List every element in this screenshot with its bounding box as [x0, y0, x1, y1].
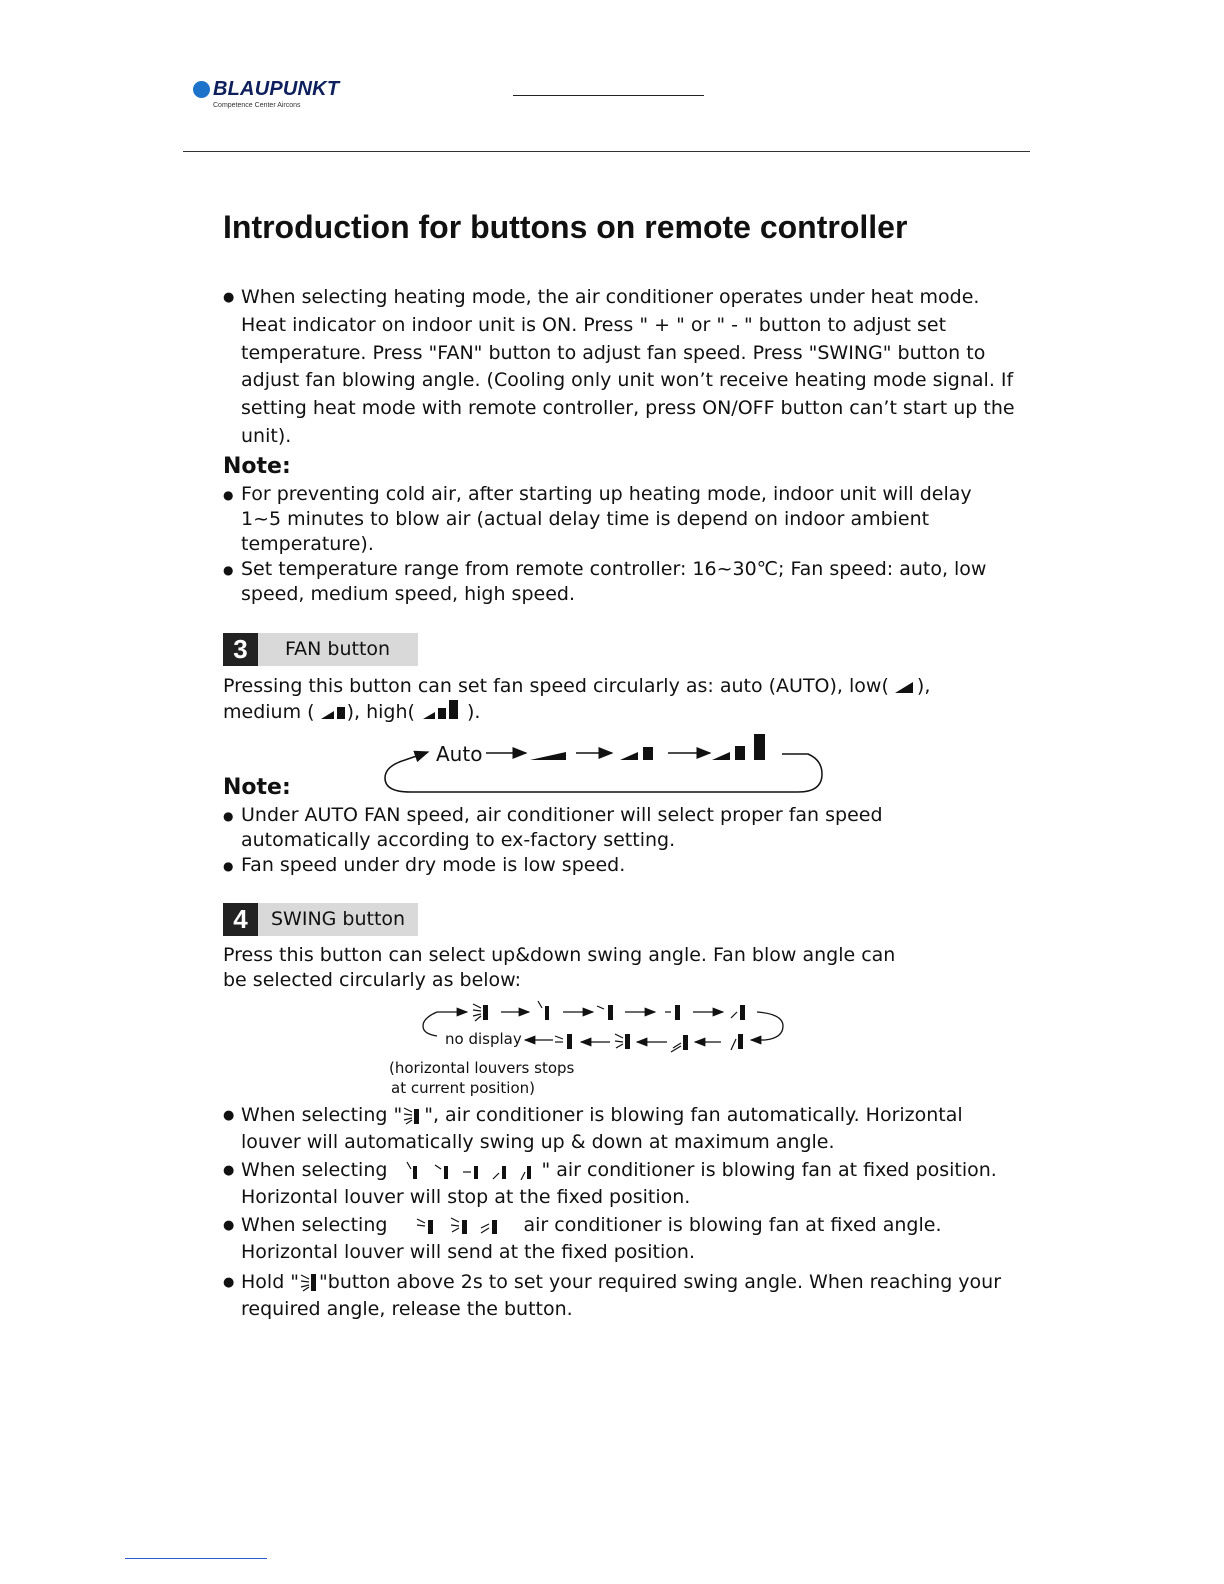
bullet-text: When selecting "	[241, 1104, 403, 1126]
swing-partial-icon	[615, 1034, 630, 1049]
list-item: ● For preventing cold air, after starting up heating mode, indoor unit will delay 1~5 minutes to blow air (actual delay time is depend on indoor ambient temperature).	[223, 482, 1013, 557]
list-item: ● Under AUTO FAN speed, air conditioner will select proper fan speed automatically according to ex-factory setting.	[223, 803, 1013, 853]
section-number: 4	[223, 903, 258, 936]
louver-note-line1: (horizontal louvers stops	[389, 1059, 575, 1077]
louver-position-icon	[538, 1001, 549, 1020]
note-list	[223, 482, 1013, 607]
fan-low-icon	[895, 679, 917, 693]
bullet-text: ", air conditioner is blowing fan automatically. Horizontal louver will automatically swing up & down at maximum angle.	[241, 1104, 963, 1153]
louver-note-line2: at current position)	[391, 1079, 535, 1097]
list-item: ● Set temperature range from remote controller: 16~30℃; Fan speed: auto, low speed, medium speed, high speed.	[223, 557, 1013, 607]
fan-high-icon	[712, 734, 765, 760]
bullet-text: air conditioner is blowing fan at fixed angle. Horizontal louver will send at the fixed position.	[241, 1214, 942, 1263]
louver-position-icon	[731, 1005, 745, 1020]
swing-auto-icon	[473, 1004, 488, 1021]
louver-position-icon	[731, 1034, 743, 1050]
note-heading: Note:	[223, 454, 291, 479]
fan-speed-cycle-diagram	[380, 730, 830, 798]
fan-note-heading: Note:	[223, 775, 291, 800]
brand-logo: BLAUPUNKT	[213, 78, 340, 100]
heat-mode-text: When selecting heating mode, the air conditioner operates under heat mode. Heat indicator on indoor unit is ON. Press " + " or " - " button to adjust set temperature. Press "FAN" button to adjust fan speed. Press "SWING" button to adjust fan blowing angle. (Cooling only unit won’t receive heating mode signal. If setting heat mode with remote controller, press ON/OFF button can’t start up the unit).	[241, 286, 1015, 447]
header-link-underline	[513, 95, 704, 96]
fan-desc-text: medium (	[223, 701, 315, 723]
no-display-label: no display	[445, 1030, 522, 1048]
brand-logo-dot	[193, 81, 210, 98]
fan-note-list	[223, 803, 1013, 878]
list-item	[223, 1102, 1013, 1156]
bullet-text: " air conditioner is blowing fan at fixed position. Horizontal louver will stop at the fixed position.	[241, 1159, 997, 1208]
louver-positions-icon	[393, 1160, 541, 1180]
page-title: Introduction for buttons on remote controller	[223, 209, 908, 245]
list-item	[223, 1212, 1013, 1266]
swing-partial-icons	[393, 1215, 523, 1235]
swing-partial-icon	[555, 1034, 572, 1049]
bullet-text: "button above 2s to set your required swing angle. When reaching your required angle, release the button.	[241, 1271, 1002, 1320]
list-item	[223, 1157, 1013, 1211]
swing-description: Press this button can select up&down swing angle. Fan blow angle can be selected circularly as below:	[223, 944, 896, 991]
fan-section-header	[223, 633, 418, 666]
swing-partial-icon	[671, 1035, 688, 1052]
fan-high-icon	[421, 699, 461, 719]
bullet-text: When selecting	[241, 1214, 388, 1236]
brand-tagline: Competence Center Aircons	[213, 102, 301, 109]
fan-medium-icon	[620, 747, 653, 760]
footer-link-underline	[125, 1558, 267, 1559]
fan-desc-text: ),	[916, 675, 931, 697]
fan-low-icon	[530, 752, 566, 760]
list-item: ● Fan speed under dry mode is low speed.	[223, 853, 1013, 878]
fan-medium-icon	[321, 705, 347, 719]
fan-desc-text: ).	[467, 701, 481, 723]
bullet-text: When selecting	[241, 1159, 388, 1181]
fan-desc-text: Pressing this button can set fan speed circularly as: auto (AUTO), low(	[223, 675, 889, 697]
swing-bullet-list	[223, 1102, 1013, 1323]
louver-position-icon	[597, 1005, 613, 1020]
fan-desc-text: ), high(	[346, 701, 415, 723]
header-divider	[183, 151, 1030, 152]
section-label: FAN button	[285, 638, 391, 660]
heat-mode-paragraph	[223, 284, 1021, 451]
louver-position-icon	[665, 1005, 680, 1020]
swing-section-header	[223, 903, 418, 936]
swing-auto-icon	[402, 1105, 424, 1125]
section-label: SWING button	[271, 908, 406, 930]
cycle-auto-label: Auto	[436, 742, 483, 766]
bullet-text: Hold "	[241, 1271, 300, 1293]
fan-description	[223, 674, 1023, 725]
swing-auto-icon	[299, 1272, 319, 1292]
section-number: 3	[223, 633, 258, 666]
swing-cycle-diagram	[415, 996, 795, 1058]
list-item	[223, 1269, 1013, 1323]
